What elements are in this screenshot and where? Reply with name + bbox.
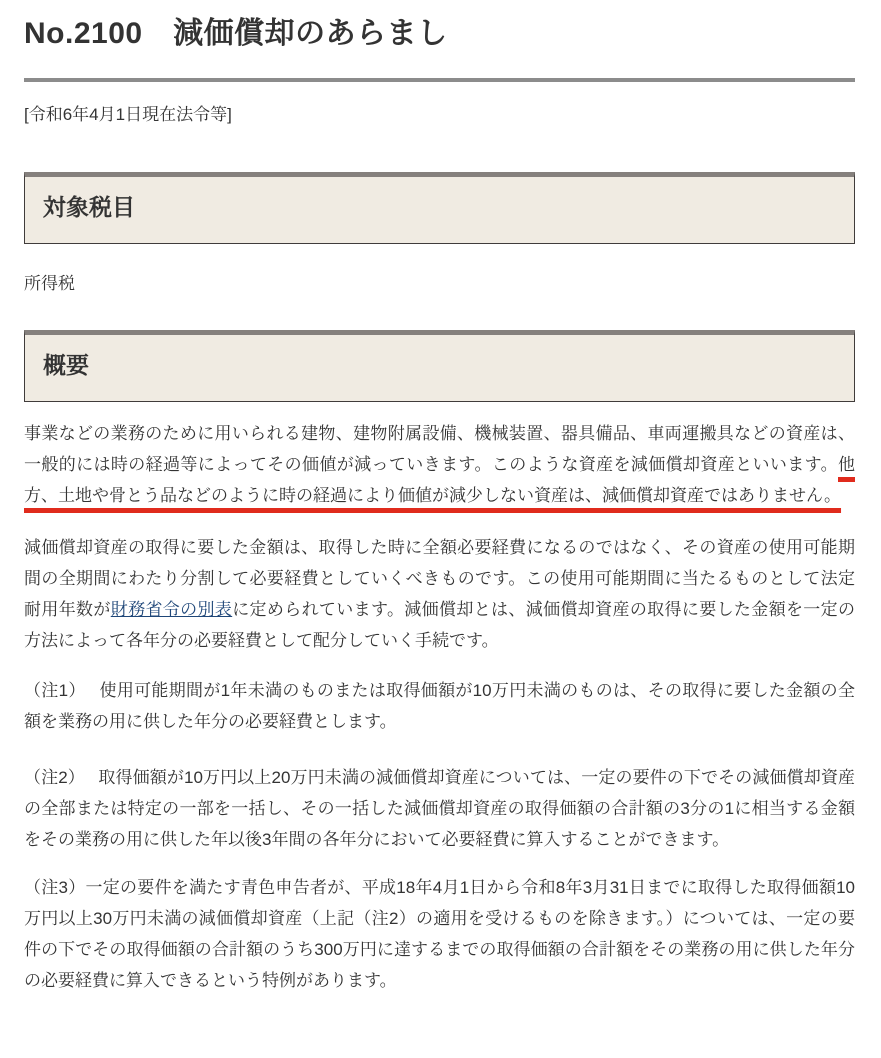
paragraph-1-red-underlined-text: 他方、土地や骨とう品などのように時の経過により価値が減少しない資産は、減価償却資産ではありません。 (24, 455, 855, 505)
note-2: （注2） 取得価額が10万円以上20万円未満の減価償却資産については、一定の要件の下でその減価償却資産の全部または特定の一部を一括し、その一括した減価償却資産の取得価額の合計額の3分の1に相当する金額をその業務の用に供した年以後3年間の各年分において必要経費に算入することができます。 (24, 768, 855, 849)
section-heading-box-overview (24, 330, 855, 402)
article-page (0, 14, 881, 996)
section-heading-box-tax-subject (24, 172, 855, 244)
overview-paragraph-2 (24, 532, 855, 656)
tax-subject-value: 所得税 (24, 274, 75, 293)
paragraph-1-text: 事業などの業務のために用いられる建物、建物附属設備、機械装置、器具備品、車両運搬具などの資産は、一般的には時の経過等によってその価値が減っていきます。このような資産を減価償却資産といいます。 (24, 424, 855, 474)
ministry-ordinance-appendix-link[interactable]: 財務省令の別表 (110, 600, 233, 619)
paragraph-2-text-after-link: に定められています。減価償却とは、減価償却資産の取得に要した金額を一定の方法によって各年分の必要経費として配分していく手続です。 (24, 600, 856, 650)
section-heading-tax-subject: 対象税目 (43, 194, 135, 220)
note-3: （注3）一定の要件を満たす青色申告者が、平成18年4月1日から令和8年3月31日までに取得した取得価額10万円以上30万円未満の減価償却資産（上記（注2）の適用を受けるものを除きます。）については、一定の要件の下でその取得価額の合計額のうち300万円に達するまでの取得価額の合計額をその業務の用に供した年分の必要経費に算入できるという特例があります。 (24, 878, 855, 990)
overview-paragraph-1 (24, 418, 855, 511)
section-heading-overview: 概要 (43, 352, 89, 378)
note-1: （注1） 使用可能期間が1年未満のものまたは取得価額が10万円未満のものは、その取得に要した金額の全額を業務の用に供した年分の必要経費とします。 (24, 681, 855, 731)
page-title: No.2100 減価償却のあらまし (24, 17, 448, 50)
title-divider (24, 78, 855, 82)
paragraph-2-text-before-link: 減価償却資産の取得に要した金額は、取得した時に全額必要経費になるのではなく、その資産の使用可能期間の全期間にわたり分割して必要経費としていくべきものです。この使用可能期間に当たるものとして法定耐用年数が (24, 538, 855, 619)
law-status-note: [令和6年4月1日現在法令等] (24, 105, 232, 124)
